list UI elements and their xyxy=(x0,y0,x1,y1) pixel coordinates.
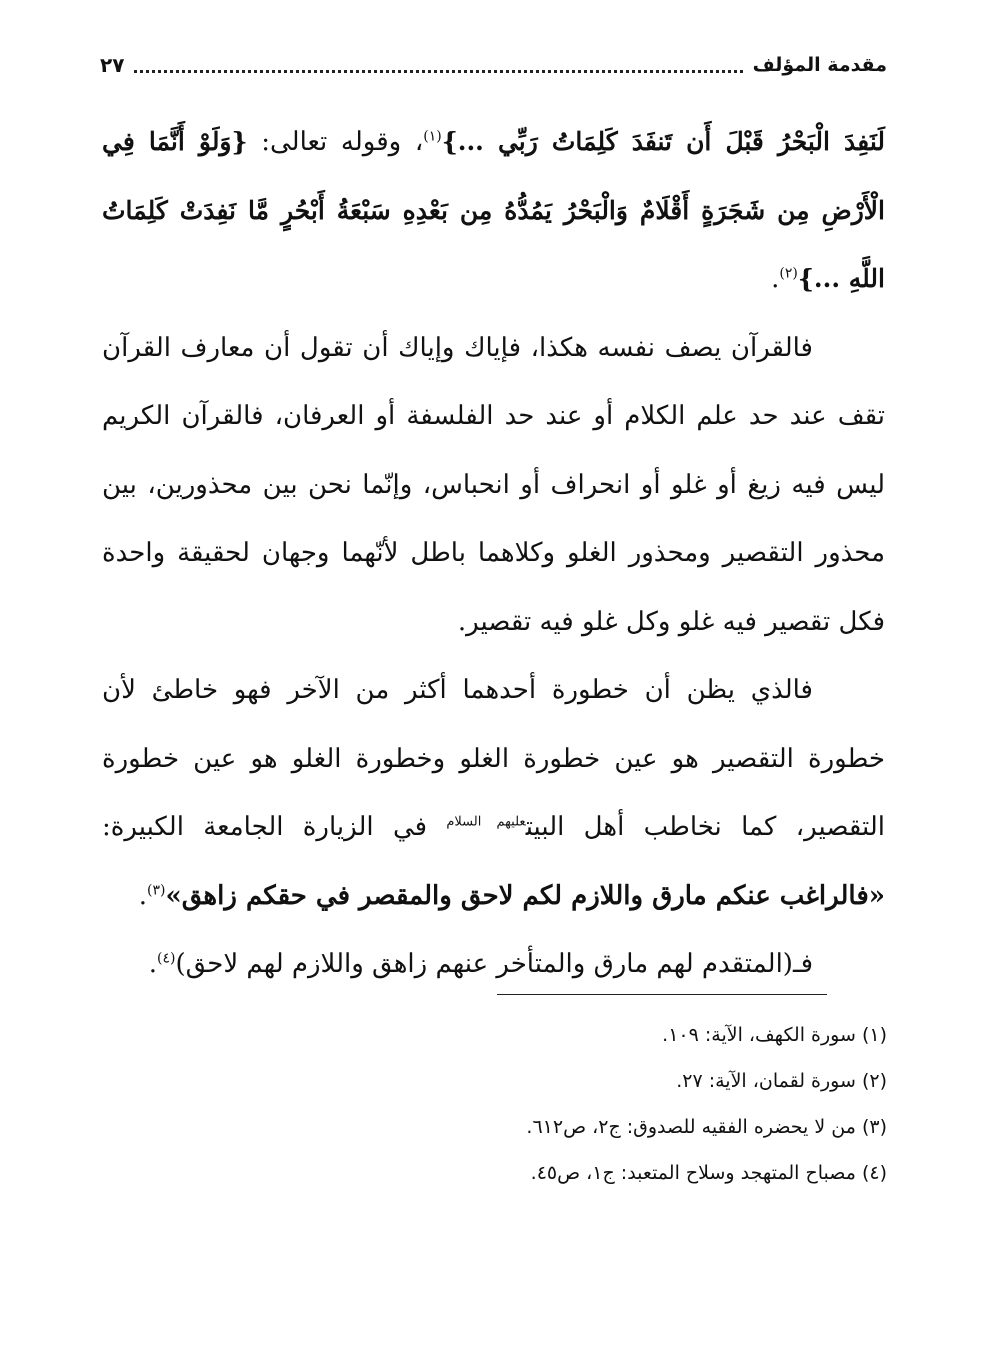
paragraph-text: في الزيارة الجامعة الكبيرة: xyxy=(102,812,447,842)
main-text xyxy=(102,108,885,999)
footnote-ref-3: (٣) xyxy=(147,881,166,898)
paragraph-quran-quotes xyxy=(102,108,885,314)
quran-quote-kahf: لَنَفِدَ الْبَحْرُ قَبْلَ أَن تَنفَدَ كَلِمَاتُ رَبِّي ...} xyxy=(441,127,885,156)
running-header xyxy=(100,48,887,82)
paragraph-conclusion xyxy=(102,930,885,999)
footnote-2: (٢) سورة لقمان، الآية: ٢٧. xyxy=(676,1070,887,1092)
paragraph-end: . xyxy=(771,264,780,294)
footnote-separator xyxy=(497,994,827,995)
footnotes xyxy=(187,1012,887,1196)
paragraph-text: ، وقوله تعالى: xyxy=(247,127,424,157)
paragraph-text: فـ(المتقدم لهم مارق والمتأخر عنهم زاهق واللازم لهم لاحق) xyxy=(175,949,813,979)
paragraph-danger xyxy=(102,656,885,930)
footnote-3: (٣) من لا يحضره الفقيه للصدوق: ج٢، ص٦١٢. xyxy=(526,1116,887,1138)
leader-dots xyxy=(134,70,742,73)
quran-quote-luqman: {وَلَوْ أَنَّمَا فِي الْأَرْضِ مِن شَجَرَةٍ أَقْلَامٌ وَالْبَحْرُ يَمُدُّهُ مِن بَعْدِهِ سَبْعَةُ أَبْحُرٍ مَّا نَفِدَتْ كَلِمَاتُ اللَّهِ ...} xyxy=(102,127,885,293)
paragraph-quran-description: فالقرآن يصف نفسه هكذا، فإياك وإياك أن تقول أن معارف القرآن تقف عند حد علم الكلام أو عند حد الفلسفة أو العرفان، فالقرآن الكريم ليس فيه زيغ أو غلو أو انحراف أو انحباس، وإنّما نحن بين محذورين، بين محذور التقصير ومحذور الغلو وكلاهما باطل لأنّهما وجهان لحقيقة واحدة فكل تقصير فيه غلو وكل غلو فيه تقصير. xyxy=(102,332,885,637)
chapter-title: مقدمة المؤلف xyxy=(752,54,887,76)
footnote-4: (٤) مصباح المتهجد وسلاح المتعبد: ج١، ص٤٥. xyxy=(530,1162,887,1184)
footnote-ref-2: (٢) xyxy=(779,265,798,282)
footnote-1: (١) سورة الكهف، الآية: ١٠٩. xyxy=(662,1024,887,1046)
ziyarah-quote: «فالراغب عنكم مارق واللازم لكم لاحق والمقصر في حقكم زاهق» xyxy=(165,880,885,911)
footnote-ref-4: (٤) xyxy=(156,950,176,967)
page-number: ٢٧ xyxy=(100,53,125,77)
paragraph-text: فالذي يظن أن خطورة أحدهما أكثر من الآخر فهو خاطئ لأن خطورة التقصير هو عين خطورة الغلو وخطورة الغلو هو عين خطورة التقصير، كما نخاطب أهل البيت xyxy=(102,675,886,842)
footnote-ref-1: (١) xyxy=(423,128,442,145)
paragraph-end: . xyxy=(138,880,148,911)
paragraph-end: . xyxy=(148,949,157,979)
honorific-glyph: عليهم السلام xyxy=(446,814,526,830)
